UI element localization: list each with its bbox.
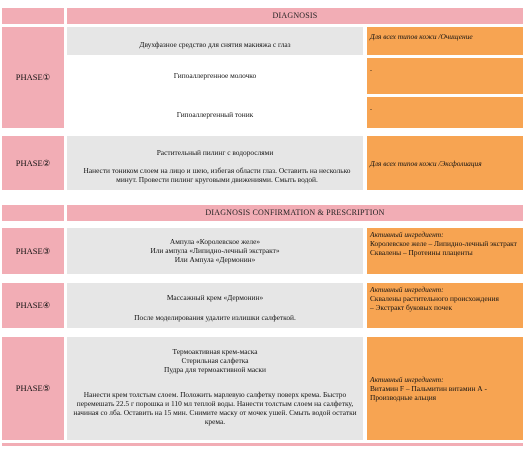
phase3-line1: Ампула «Королевское желе» [169,237,261,246]
phase3-line3: Или Ампула «Дермонин» [174,255,256,264]
phase1-item1: Двухфазное средство для снятия макияжа с глаз [139,40,291,49]
phase1-item2: Гипоаллергенное молочко [173,71,257,80]
phase5-line1: Термоактивная крем-маска [172,347,258,356]
phase4-note-title: Активный ингредиент: [370,285,444,294]
phase1-note3: . [370,103,372,112]
diagnosis-header: DIAGNOSIS [67,8,523,24]
phase4-label: PHASE④ [2,283,64,328]
phase5-line3: Пудра для термоактивной маски [164,365,266,374]
phase3-note-text: Королевское желе – Липидно-лечный экстракт Сквалены – Протеины плаценты [370,239,517,257]
phase3-note [367,228,523,257]
phase3-note-title: Активный ингредиент: [370,230,444,239]
phase4-note-text: Сквалены растительного происхождения – Экстракт буковых почек [370,294,499,312]
phase4-line2: После моделирования удалите излишки салфеткой. [134,313,296,322]
diagnosis-header-left [2,8,64,24]
phase3-label: PHASE③ [2,228,64,274]
phase5-line2: Стерильная салфетка [181,356,249,365]
phase1-note1: Для всех типов кожи /Очищение [370,32,473,41]
phase5-note-text: Витамин F – Пальмитин витамин А - Производные альция [370,384,487,402]
phase5-label: PHASE⑤ [2,337,64,440]
phase2-title: Растительный пилинг с водорослями [156,148,274,157]
phase4-line1: Массажный крем «Дермонин» [166,293,264,302]
phase2-text: Нанести тоником слоем на лицо и шею, избегая области глаз. Оставить на несколько минут. Провести пилинг круговыми движениями. Смыть водой. [83,166,351,184]
phase1-note2: . [370,64,372,73]
bottom-rule [2,443,523,446]
confirmation-header-left [2,205,64,221]
phase5-note-title: Активный ингредиент: [370,375,444,384]
confirmation-header: DIAGNOSIS CONFIRMATION & PRESCRIPTION [67,205,523,221]
phase1-item3: Гипоаллергенный тоник [176,110,254,119]
phase2-note: Для всех типов кожи /Эксфолиация [370,159,482,168]
phase2-label: PHASE② [2,136,64,190]
phase3-line2: Или ампула «Липидно-лечный экстракт» [150,246,280,255]
phase5-text: Нанести крем толстым слоем. Положить марлевую салфетку поверх крема. Быстро перемешать 22.5 г порошка и 110 мл теплой воды. Нанести толстым слоем на салфетку, начиная со лба. Оставить на 15 мин. Снимите маску от мочек ушей. Смыть водой остатки крема. [73,390,357,426]
phase1-label: PHASE① [2,27,64,128]
phase5-note [367,373,523,402]
phase4-note [367,283,523,312]
